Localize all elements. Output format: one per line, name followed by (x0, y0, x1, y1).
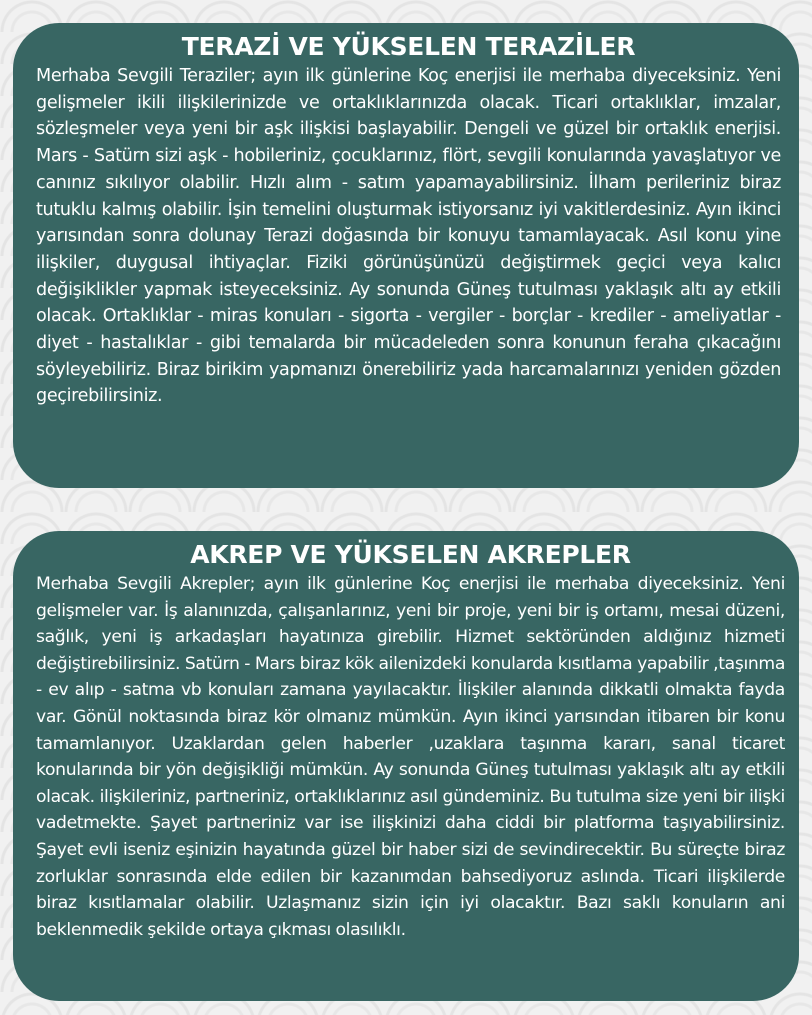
libra-section-title: TERAZİ VE YÜKSELEN TERAZİLER (181, 32, 636, 61)
libra-horoscope-card (13, 23, 799, 488)
libra-section-body: Merhaba Sevgili Teraziler; ayın ilk günlerine Koç enerjisi ile merhaba diyeceksiniz. Yeni gelişmeler ikili ilişkilerinizde ve ortaklıklarınızda olacak. Ticari ortaklıklar, imzalar, sözleşmeler veya yeni bir aşk ilişkisi başlayabilir. Dengeli ve güzel bir ortaklık enerjisi. Mars - Satürn sizi aşk - hobileriniz, çocuklarınız, flört, sevgili konularında yavaşlatıyor ve canınız sıkılıyor olabilir. Hızlı alım - satım yapamayabilirsiniz. İlham perileriniz biraz tutuklu kalmış olabilir. İşin temelini oluşturmak istiyorsanız iyi vakitlerdesiniz. Ayın ikinci yarısından sonra dolunay Terazi doğasında bir konuyu tamamlayacak. Asıl konu yine ilişkiler, duygusal ihtiyaçlar. Fiziki görünüşünüzü değiştirmek geçici veya kalıcı değişiklikler yapmak isteyeceksiniz. Ay sonunda Güneş tutulması yaklaşık altı ay etkili olacak. Ortaklıklar - miras konuları - sigorta - vergiler - borçlar - krediler - ameliyatlar - diyet - hastalıklar - gibi temalarda bir mücadeleden sonra konunun feraha çıkacağını söyleyebiliriz. Biraz birikim yapmanızı önerebiliriz yada harcamalarınızı yeniden gözden geçirebilirsiniz. (36, 66, 781, 407)
scorpio-horoscope-card (13, 531, 799, 1001)
scorpio-section-title: AKREP VE YÜKSELEN AKREPLER (190, 540, 631, 569)
scorpio-section-body: Merhaba Sevgili Akrepler; ayın ilk günlerine Koç enerjisi ile merhaba diyeceksiniz. Yeni gelişmeler var. İş alanınızda, çalışanlarınız, yeni bir proje, yeni bir iş ortamı, mesai düzeni, sağlık, yeni iş arkadaşları hayatınıza girebilir. Hizmet sektöründen aldığınız hizmeti değiştirebilirsiniz. Satürn - Mars biraz kök ailenizdeki konularda kısıtlama yapabilir ,taşınma - ev alıp - satma vb konuları zamana yayılacaktır. İlişkiler alanında dikkatli olmakta fayda var. Gönül noktasında biraz kör olmanız mümkün. Ayın ikinci yarısından itibaren bir konu tamamlanıyor. Uzaklardan gelen haberler ,uzaklara taşınma kararı, sanal ticaret konularında bir yön değişikliği mümkün. Ay sonunda Güneş tutulması yaklaşık altı ay etkili olacak. ilişkileriniz, partneriniz, ortaklıklarınız asıl gündeminiz. Bu tutulma size yeni bir ilişki vadetmekte. Şayet partneriniz var ise ilişkinizi daha ciddi bir platforma taşıyabilirsiniz. Şayet evli iseniz eşinizin hayatında güzel bir haber sizi de sevindirecektir. Bu süreçte biraz zorluklar sonrasında elde edilen bir kazanımdan bahsediyoruz aslında. Ticari ilişkilerde biraz kısıtlamalar olabilir. Uzlaşmanız sizin için iyi olacaktır. Bazı saklı konuların ani beklenmedik şekilde ortaya çıkması olasılıklı. (36, 574, 785, 940)
